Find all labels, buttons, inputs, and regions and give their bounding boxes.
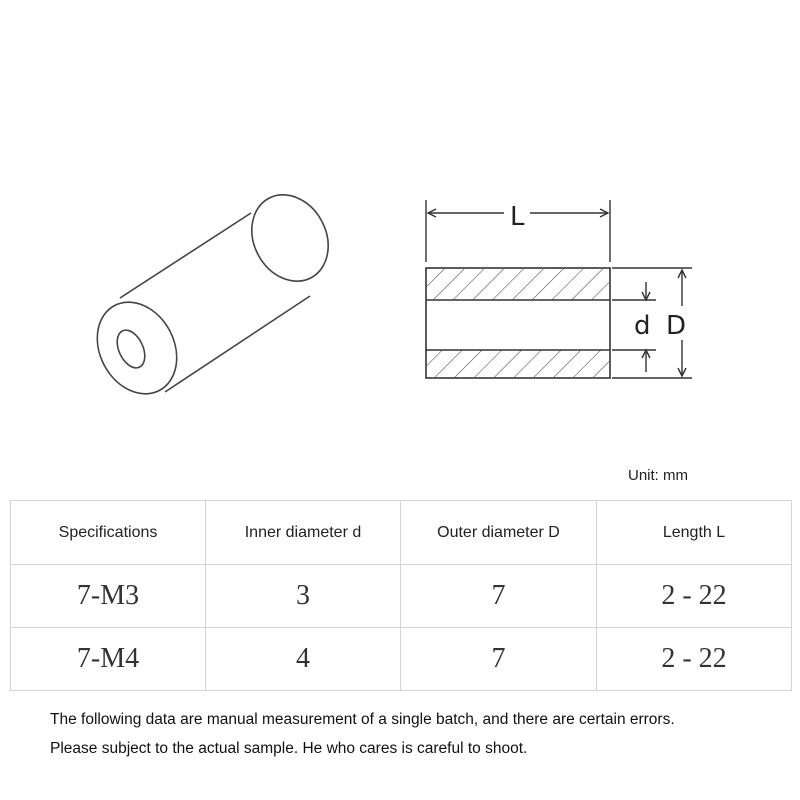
specification-table <box>10 500 792 691</box>
unit-label: Unit: mm <box>628 467 688 484</box>
cell-outer-diameter: 7 <box>401 565 597 628</box>
cell-spec: 7-M3 <box>11 565 206 628</box>
inner-diameter-label: d <box>634 311 651 341</box>
cell-inner-diameter: 4 <box>206 628 401 691</box>
note-line: The following data are manual measurement of a single batch, and there are certain errors. <box>50 711 675 728</box>
table-row <box>11 628 792 691</box>
header-specifications: Specifications <box>11 501 206 565</box>
cell-length: 2 - 22 <box>597 565 792 628</box>
note-line: Please subject to the actual sample. He who cares is careful to shoot. <box>50 740 528 757</box>
cell-inner-diameter: 3 <box>206 565 401 628</box>
header-length: Length L <box>597 501 792 565</box>
header-outer-diameter: Outer diameter D <box>401 501 597 565</box>
length-label: L <box>510 202 525 232</box>
spacer-cross-section <box>426 268 610 378</box>
header-inner-diameter: Inner diameter d <box>206 501 401 565</box>
cell-length: 2 - 22 <box>597 628 792 691</box>
outer-diameter-label: D <box>666 311 687 341</box>
cell-spec: 7-M4 <box>11 628 206 691</box>
spacer-3d-illustration <box>82 181 343 407</box>
cell-outer-diameter: 7 <box>401 628 597 691</box>
measurement-notes <box>50 705 790 763</box>
table-row <box>11 565 792 628</box>
table-header-row <box>11 501 792 565</box>
